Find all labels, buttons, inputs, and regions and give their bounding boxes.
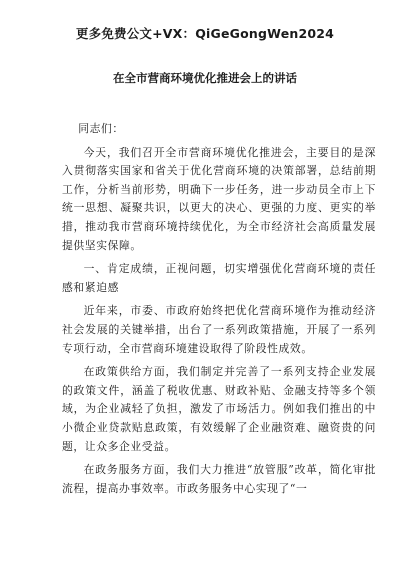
document-body xyxy=(62,120,376,498)
paragraph-intro: 今天，我们召开全市营商环境优化推进会，主要目的是深入贯彻落实国家和省关于优化营商环境的决策部署，总结前期工作，分析当前形势，明确下一步任务，进一步动员全市上下统一思想、凝聚共识，以更大的决心、更强的力度、更实的举措，推动我市营商环境持续优化，为全市经济社会高质量发展提供坚实保障。 xyxy=(62,145,376,252)
paragraph-policy: 在政策供给方面，我们制定并完善了一系列支持企业发展的政策文件，涵盖了税收优惠、财政补贴、金融支持等多个领域，为企业减轻了负担，激发了市场活力。例如我们推出的中小微企业贷款贴息政策，有效缓解了企业融资难、融资贵的问题，让众多企业受益。 xyxy=(62,365,376,453)
section-heading: 一、肯定成绩，正视问题，切实增强优化营商环境的责任感和紧迫感 xyxy=(62,262,376,294)
salutation: 同志们： xyxy=(78,122,124,135)
document-title: 在全市营商环境优化推进会上的讲话 xyxy=(113,71,297,85)
paragraph-services: 在政务服务方面，我们大力推进“放管服”改革，简化审批流程，提高办事效率。市政务服务中心实现了“一 xyxy=(62,463,376,495)
paragraph-achievements: 近年来，市委、市政府始终把优化营商环境作为推动经济社会发展的关键举措，出台了一系列政策措施，开展了一系列专项行动，全市营商环境建设取得了阶段性成效。 xyxy=(62,304,376,355)
promo-banner: 更多免费公文+VX：QiGeGongWen2024 xyxy=(75,26,335,41)
